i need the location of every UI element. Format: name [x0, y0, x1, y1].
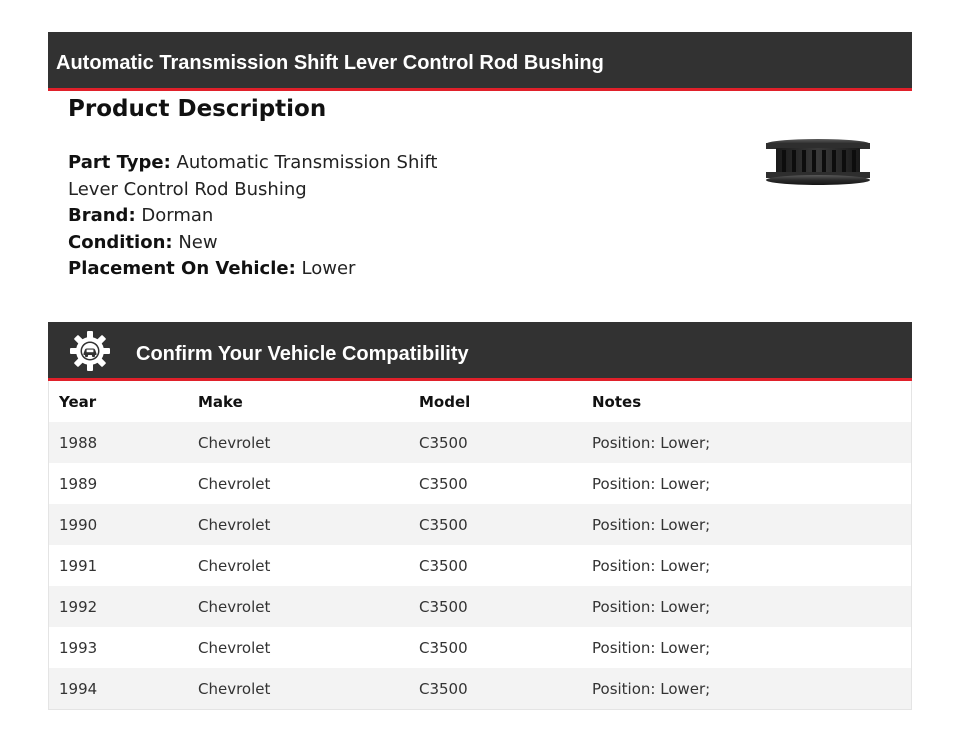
- field-label: Condition:: [68, 231, 173, 253]
- field-value: Automatic Transmission Shift Lever Control Rod Bushing: [68, 152, 438, 200]
- cell-make: Chevrolet: [188, 586, 409, 627]
- gear-car-icon: [68, 329, 112, 373]
- cell-notes: Position: Lower;: [582, 504, 912, 545]
- description-heading: Product Description: [68, 96, 327, 122]
- table-header-row: [49, 381, 912, 422]
- field-value: New: [172, 231, 218, 253]
- cell-model: C3500: [409, 422, 582, 463]
- column-header-notes: Notes: [582, 381, 912, 422]
- bushing-product-image: [762, 136, 874, 188]
- table-row: [49, 463, 912, 504]
- product-title: Automatic Transmission Shift Lever Control Rod Bushing: [56, 52, 604, 74]
- table-row: [49, 422, 912, 463]
- cell-notes: Position: Lower;: [582, 545, 912, 586]
- cell-year: 1988: [49, 422, 189, 463]
- cell-year: 1992: [49, 586, 189, 627]
- cell-make: Chevrolet: [188, 422, 409, 463]
- cell-notes: Position: Lower;: [582, 463, 912, 504]
- field-placement: [68, 256, 448, 283]
- table-row: [49, 545, 912, 586]
- cell-model: C3500: [409, 463, 582, 504]
- column-header-year: Year: [49, 381, 189, 422]
- cell-make: Chevrolet: [188, 668, 409, 710]
- field-part-type: [68, 150, 448, 203]
- table-row: [49, 668, 912, 710]
- field-condition: [68, 230, 448, 257]
- field-value: Lower: [295, 258, 356, 279]
- cell-year: 1990: [49, 504, 189, 545]
- cell-model: C3500: [409, 586, 582, 627]
- cell-notes: Position: Lower;: [582, 586, 912, 627]
- field-value: Dorman: [135, 205, 214, 226]
- cell-model: C3500: [409, 545, 582, 586]
- cell-make: Chevrolet: [188, 463, 409, 504]
- column-header-model: Model: [409, 381, 582, 422]
- compatibility-table: [48, 381, 912, 710]
- field-label: Placement On Vehicle:: [68, 258, 296, 279]
- cell-make: Chevrolet: [188, 504, 409, 545]
- bushing-image-graphic: [762, 136, 874, 188]
- cell-make: Chevrolet: [188, 545, 409, 586]
- table-row: [49, 627, 912, 668]
- cell-year: 1991: [49, 545, 189, 586]
- cell-make: Chevrolet: [188, 627, 409, 668]
- field-label: Brand:: [68, 205, 136, 226]
- cell-model: C3500: [409, 504, 582, 545]
- cell-notes: Position: Lower;: [582, 668, 912, 710]
- cell-notes: Position: Lower;: [582, 627, 912, 668]
- cell-notes: Position: Lower;: [582, 422, 912, 463]
- cell-model: C3500: [409, 627, 582, 668]
- field-brand: [68, 203, 448, 230]
- table-row: [49, 586, 912, 627]
- cell-year: 1993: [49, 627, 189, 668]
- cell-model: C3500: [409, 668, 582, 710]
- product-title-bar: [48, 32, 912, 91]
- compatibility-title: Confirm Your Vehicle Compatibility: [136, 343, 469, 365]
- field-label: Part Type:: [68, 152, 171, 173]
- cell-year: 1989: [49, 463, 189, 504]
- table-row: [49, 504, 912, 545]
- description-fields: [68, 150, 448, 283]
- compatibility-header-bar: [48, 322, 912, 381]
- column-header-make: Make: [188, 381, 409, 422]
- cell-year: 1994: [49, 668, 189, 710]
